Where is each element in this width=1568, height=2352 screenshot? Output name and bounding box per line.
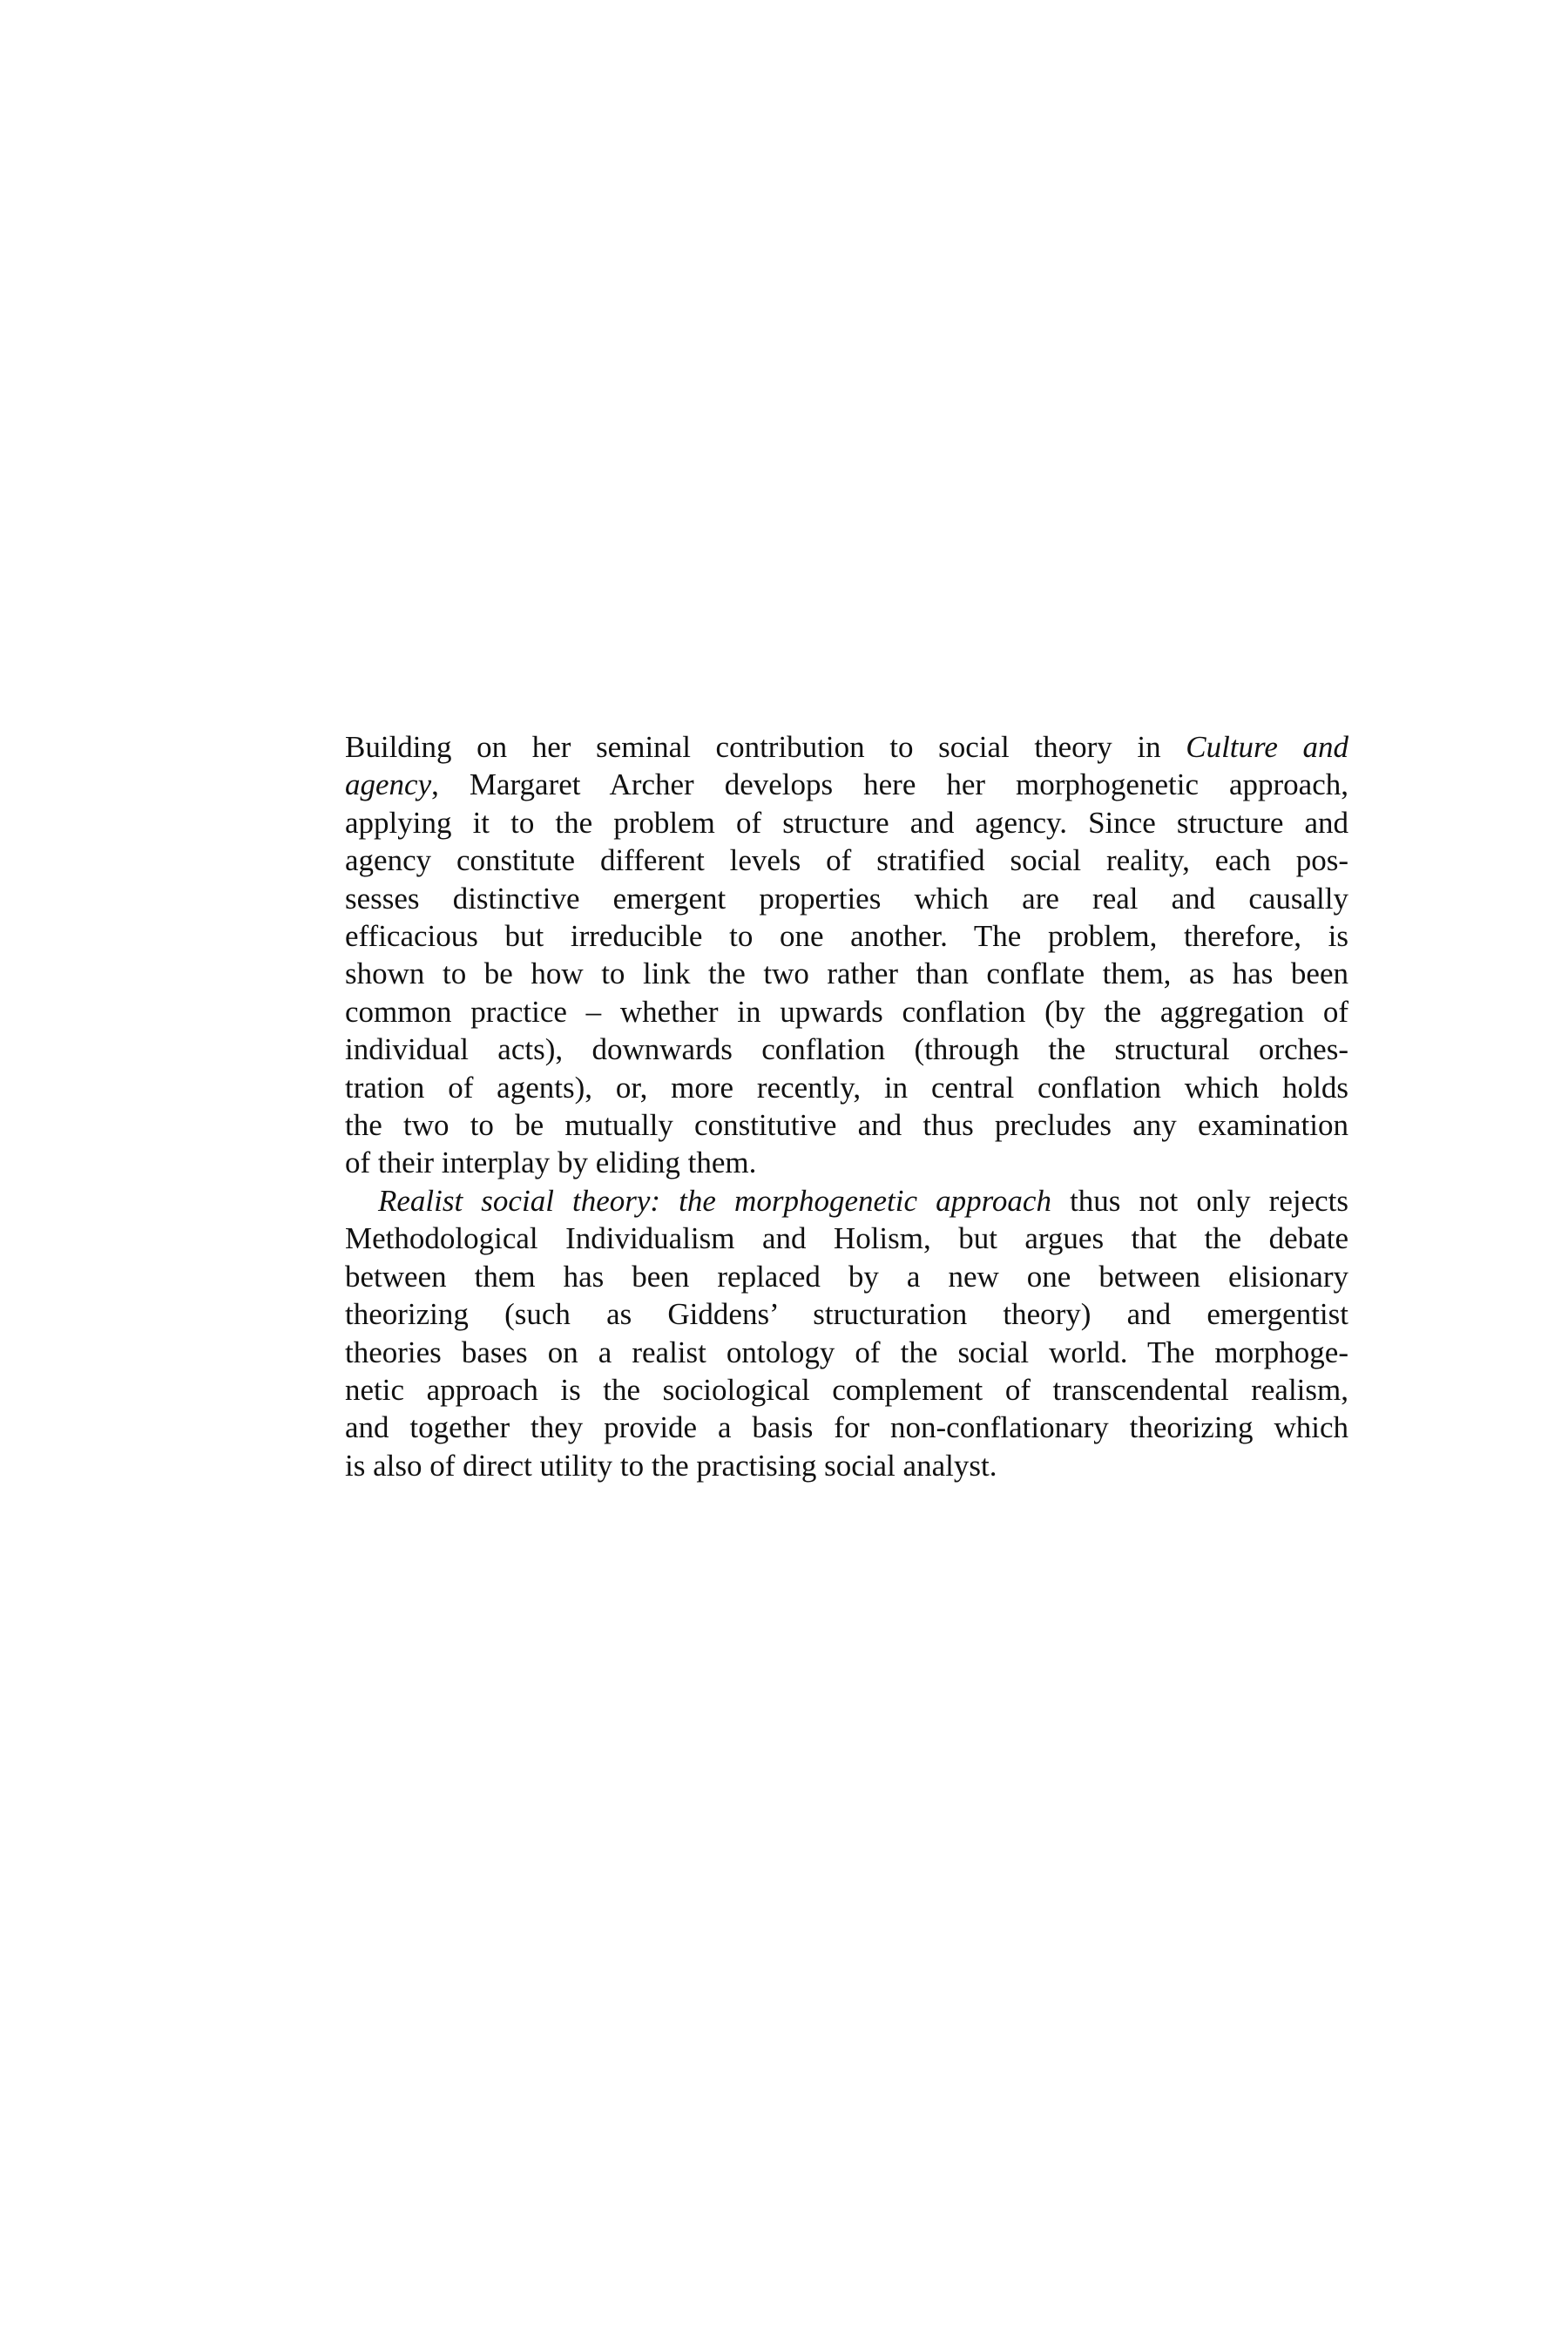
text-run: sesses distinctive emergent properties which are real and causally — [345, 881, 1348, 916]
blurb-paragraph-2 — [345, 1182, 1348, 1484]
text-line — [345, 1295, 1348, 1333]
italic-title-run: Culture and — [1186, 730, 1349, 764]
text-line — [345, 917, 1348, 955]
text-run: shown to be how to link the two rather than conflate them, as has been — [345, 956, 1348, 991]
text-run: netic approach is the sociological complement of transcendental realism, — [345, 1372, 1348, 1407]
book-blurb — [345, 728, 1348, 1484]
text-line — [345, 880, 1348, 917]
text-run: applying it to the problem of structure and agency. Since structure and — [345, 805, 1348, 840]
text-run: and together they provide a basis for non-conflationary theorizing which — [345, 1410, 1348, 1445]
text-run: between them has been replaced by a new one between elisionary — [345, 1259, 1348, 1294]
text-run: efficacious but irreducible to one another. The problem, therefore, is — [345, 919, 1348, 954]
text-run: thus not only rejects — [1051, 1183, 1348, 1218]
text-line — [345, 1447, 1348, 1484]
text-run: Building on her seminal contribution to social theory in — [345, 730, 1186, 764]
text-line — [345, 1258, 1348, 1295]
text-line — [345, 1031, 1348, 1068]
text-line — [345, 1144, 1348, 1181]
text-line — [345, 1106, 1348, 1144]
text-line — [345, 841, 1348, 879]
text-run: of their interplay by eliding them. — [345, 1146, 757, 1180]
text-line — [345, 1182, 1348, 1220]
text-run: Methodological Individualism and Holism, but argues that the debate — [345, 1221, 1348, 1256]
text-line — [345, 993, 1348, 1031]
text-run: common practice – whether in upwards conflation (by the aggregation of — [345, 994, 1348, 1029]
text-run: tration of agents), or, more recently, in central conflation which holds — [345, 1070, 1348, 1105]
text-line — [345, 1371, 1348, 1409]
text-line — [345, 766, 1348, 803]
text-run: the two to be mutually constitutive and thus precludes any examination — [345, 1108, 1348, 1143]
text-run: theories bases on a realist ontology of the social world. The morphoge- — [345, 1335, 1348, 1369]
text-line — [345, 955, 1348, 992]
text-run: agency constitute different levels of stratified social reality, each pos- — [345, 843, 1348, 878]
text-line — [345, 728, 1348, 766]
text-run: is also of direct utility to the practising social analyst. — [345, 1448, 997, 1483]
text-run: individual acts), downwards conflation (through the structural orches- — [345, 1032, 1348, 1067]
italic-title-run: agency — [345, 767, 432, 802]
text-line — [345, 1334, 1348, 1371]
text-run: theorizing (such as Giddens’ structuration theory) and emergentist — [345, 1297, 1348, 1332]
text-line — [345, 1409, 1348, 1446]
text-line — [345, 1069, 1348, 1106]
text-run: , Margaret Archer develops here her morphogenetic approach, — [431, 767, 1348, 802]
blurb-paragraph-1 — [345, 728, 1348, 1182]
text-line — [345, 804, 1348, 841]
italic-title-run: Realist social theory: the morphogenetic approach — [378, 1183, 1051, 1218]
text-line — [345, 1220, 1348, 1257]
